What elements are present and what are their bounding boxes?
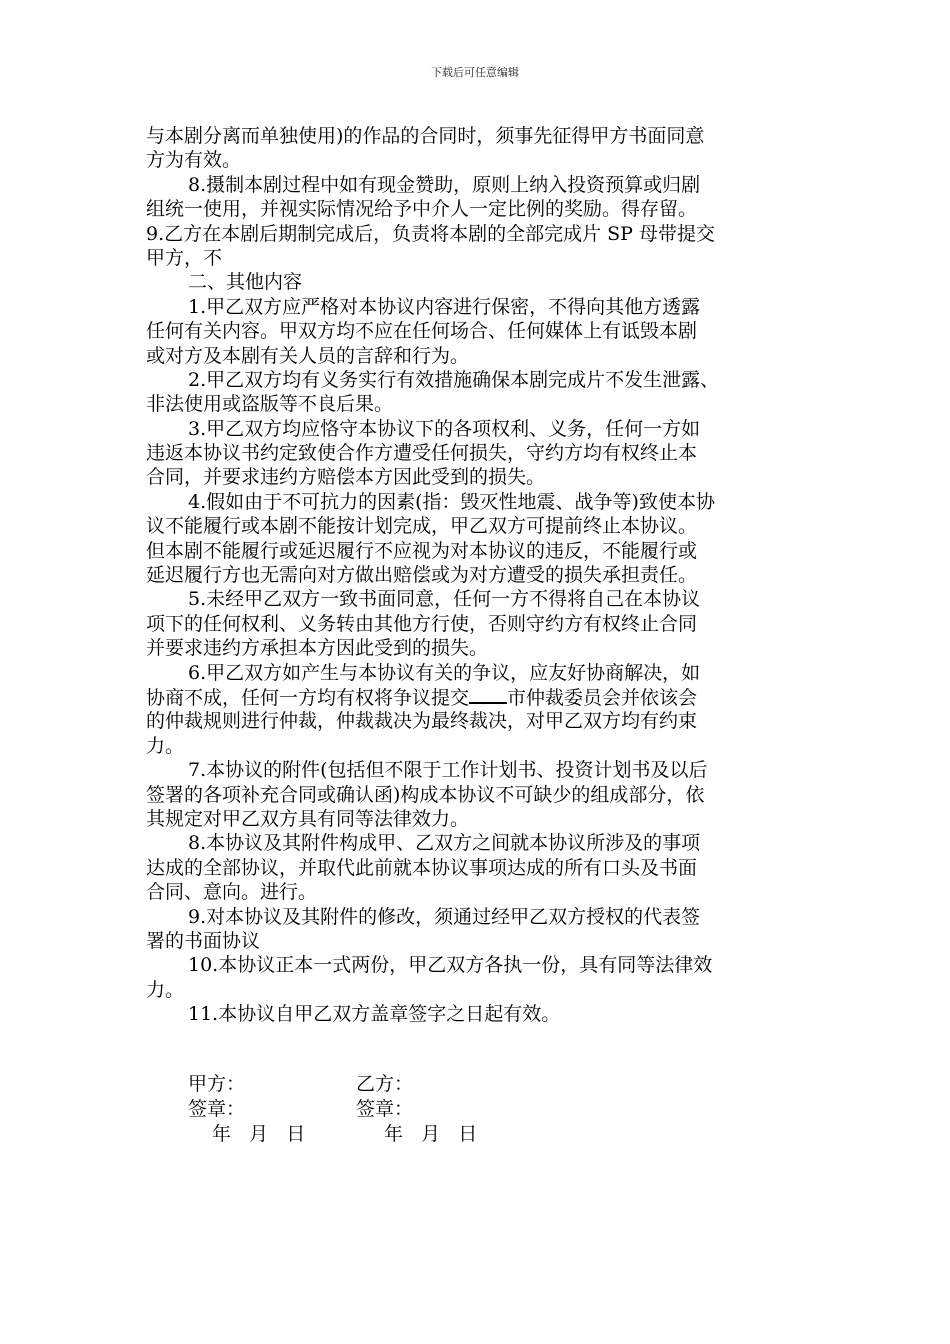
- line-text: 3.甲乙双方均应恪守本协议下的各项权利、义务，任何一方如: [188, 417, 701, 440]
- text-line: [146, 319, 810, 343]
- line-text: 达成的全部协议，并取代此前就本协议事项达成的所有口头及书面: [146, 856, 698, 879]
- line-text: 11.本协议自甲乙双方盖章签字之日起有效。: [188, 1003, 561, 1026]
- document-body: [146, 124, 810, 1026]
- line-text: 方为有效。: [146, 149, 242, 172]
- text-line: [146, 173, 810, 197]
- line-text: 甲方，不: [146, 246, 223, 269]
- line-text: 8.摄制本剧过程中如有现金赞助，原则上纳入投资预算或归剧: [188, 173, 701, 196]
- line-text: 违返本协议书约定致使合作方遭受任何损失，守约方均有权终止本: [146, 442, 698, 465]
- text-line: [146, 905, 810, 929]
- party-b-date: 年 月 日: [384, 1123, 478, 1145]
- text-line: [146, 270, 810, 294]
- text-line: [146, 661, 810, 685]
- line-text-continued: 市仲裁委员会并依该会: [507, 686, 698, 709]
- text-line: [146, 197, 810, 221]
- line-text: 合同，并要求违约方赔偿本方因此受到的损失。: [146, 466, 546, 489]
- line-text: 组统一使用，并视实际情况给予中介人一定比例的奖励。得存留。: [146, 198, 698, 221]
- line-text: 任何有关内容。甲双方均不应在任何场合、任何媒体上有诋毁本剧: [146, 320, 698, 343]
- text-line: [146, 709, 810, 733]
- text-line: [146, 734, 810, 758]
- text-line: [146, 831, 810, 855]
- line-text: 6.甲乙双方如产生与本协议有关的争议，应友好协商解决，如: [188, 661, 701, 684]
- line-text: 1.甲乙双方应严格对本协议内容进行保密，不得向其他方透露: [188, 295, 701, 318]
- text-line: [146, 392, 810, 416]
- text-line: [146, 953, 810, 977]
- line-text: 9.乙方在本剧后期制完成后，负责将本剧的全部完成片 SP 母带提交: [146, 222, 716, 245]
- text-line: [146, 124, 810, 148]
- line-text: 议不能履行或本剧不能按计划完成，甲乙双方可提前终止本协议。: [146, 515, 698, 538]
- text-line: [146, 490, 810, 514]
- line-text: 5.未经甲乙双方一致书面同意，任何一方不得将自己在本协议: [188, 588, 701, 611]
- text-line: [146, 880, 810, 904]
- line-text: 与本剧分离而单独使用)的作品的合同时，须事先征得甲方书面同意: [146, 125, 705, 147]
- line-text: 合同、意向。进行。: [146, 881, 318, 904]
- text-line: [146, 148, 810, 172]
- line-text: 9.对本协议及其附件的修改，须通过经甲乙双方授权的代表签: [188, 905, 701, 928]
- party-a-seal-label: 签章：: [188, 1098, 246, 1120]
- line-text: 4.假如由于不可抗力的因素(指：毁灭性地震、战争等)致使本协: [188, 490, 715, 513]
- text-line: [146, 417, 810, 441]
- line-text: 但本剧不能履行或延迟履行不应视为对本协议的违反，不能履行或: [146, 539, 698, 562]
- line-text: 项下的任何权利、义务转由其他方行使，否则守约方有权终止合同: [146, 612, 698, 635]
- line-text: 二、其他内容: [188, 271, 303, 294]
- text-line: [146, 1002, 810, 1026]
- line-text: 力。: [146, 978, 185, 1001]
- text-line: [146, 612, 810, 636]
- line-text: 力。: [146, 734, 185, 757]
- text-line: [146, 587, 810, 611]
- text-line: [146, 807, 810, 831]
- text-line: [146, 978, 810, 1002]
- text-line: [146, 344, 810, 368]
- text-line: [146, 783, 810, 807]
- line-text: 非法使用或盗版等不良后果。: [146, 393, 394, 416]
- line-text: 署的书面协议: [146, 929, 261, 952]
- party-b-label: 乙方：: [356, 1073, 414, 1095]
- party-b-seal-label: 签章：: [356, 1098, 414, 1120]
- page-header: 下载后可任意编辑: [431, 66, 519, 79]
- line-text: 协商不成，任何一方均有权将争议提交: [146, 686, 470, 709]
- text-line: [146, 758, 810, 782]
- party-a-label: 甲方：: [188, 1073, 246, 1095]
- text-line: [146, 636, 810, 660]
- line-text: 签署的各项补充合同或确认函)构成本协议不可缺少的组成部分，依: [146, 783, 705, 806]
- text-line: [146, 685, 810, 709]
- fill-in-blank: [469, 685, 507, 704]
- text-line: [146, 856, 810, 880]
- line-text: 或对方及本剧有关人员的言辞和行为。: [146, 344, 470, 367]
- text-line: [146, 539, 810, 563]
- line-text: 8.本协议及其附件构成甲、乙双方之间就本协议所涉及的事项: [188, 832, 701, 855]
- text-line: [146, 465, 810, 489]
- line-text: 7.本协议的附件(包括但不限于工作计划书、投资计划书及以后: [188, 759, 708, 782]
- text-line: [146, 295, 810, 319]
- line-text: 的仲裁规则进行仲裁，仲裁裁决为最终裁决，对甲乙双方均有约束: [146, 710, 698, 733]
- text-line: [146, 246, 810, 270]
- text-line: [146, 929, 810, 953]
- party-a-date: 年 月 日: [212, 1123, 306, 1145]
- line-text: 2.甲乙双方均有义务实行有效措施确保本剧完成片不发生泄露、: [188, 368, 720, 391]
- text-line: [146, 441, 810, 465]
- text-line: [146, 222, 810, 246]
- line-text: 10.本协议正本一式两份，甲乙双方各执一份，具有同等法律效: [188, 954, 713, 977]
- text-line: [146, 563, 810, 587]
- text-line: [146, 368, 810, 392]
- line-text: 并要求违约方承担本方因此受到的损失。: [146, 637, 489, 660]
- line-text: 延迟履行方也无需向对方做出赔偿或为对方遭受的损失承担责任。: [146, 564, 698, 587]
- line-text: 其规定对甲乙双方具有同等法律效力。: [146, 807, 470, 830]
- text-line: [146, 514, 810, 538]
